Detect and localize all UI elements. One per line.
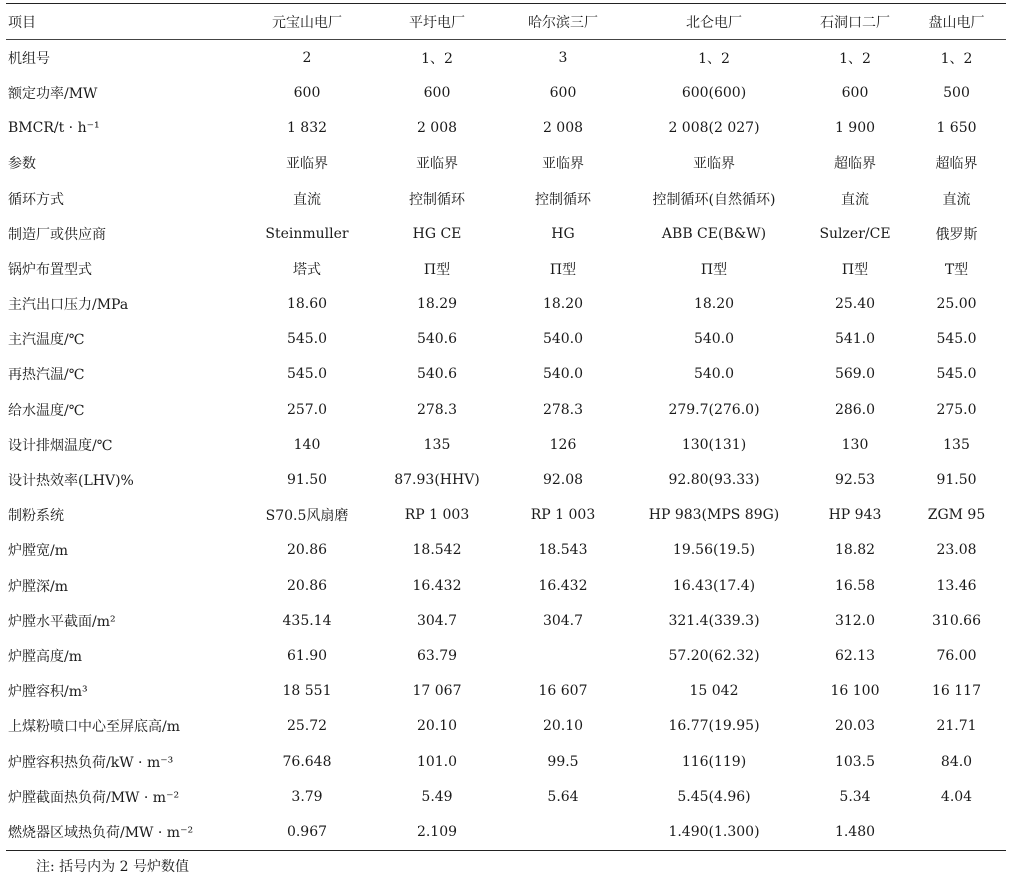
table-cell: 控制循环(自然循环) [652, 191, 776, 208]
table-cell: 91.50 [936, 472, 977, 489]
table-cell: 540.6 [416, 331, 458, 348]
table-cell: 20.10 [416, 718, 458, 735]
table-cell: 1 832 [286, 120, 328, 137]
table-cell: 57.20(62.32) [668, 647, 760, 664]
table-cell: 超临界 [935, 156, 978, 173]
table-cell: 84.0 [940, 753, 973, 770]
table-cell: 101.0 [416, 753, 458, 770]
table-cell: 569.0 [834, 366, 876, 383]
table-cell: 286.0 [834, 401, 876, 418]
table-cell: 20.03 [834, 718, 876, 735]
table-cell: S70.5风扇磨 [265, 508, 349, 525]
table-cell: 直流 [293, 191, 321, 208]
table-cell: 1、2 [803, 40, 907, 76]
table-row [6, 251, 1006, 286]
table-row [6, 216, 1006, 251]
table-cell: 126 [549, 436, 577, 453]
table-cell: Steinmuller [265, 225, 349, 242]
table-cell: 92.08 [542, 472, 584, 489]
table-row [6, 40, 1006, 76]
table-cell: 541.0 [834, 331, 876, 348]
table-row [6, 462, 1006, 497]
table-cell: Π型 [841, 261, 869, 278]
table-cell: 2 008 [542, 120, 584, 137]
table-cell: 92.80(93.33) [668, 472, 760, 489]
header-plant: 北仑电厂 [625, 4, 803, 40]
table-cell: 塔式 [293, 261, 321, 278]
row-label: 主汽出口压力/MPa [8, 297, 129, 314]
table-cell: 17 067 [412, 683, 462, 700]
table-cell: 321.4(339.3) [668, 612, 760, 629]
table-row [6, 568, 1006, 603]
table-cell [907, 814, 1006, 850]
table-cell: 超临界 [834, 156, 876, 173]
table-cell: 16.432 [538, 577, 588, 594]
table-cell: 18.543 [538, 542, 588, 559]
table-cell: 600(600) [681, 84, 747, 101]
row-label: 制粉系统 [8, 508, 64, 525]
header-plant: 平圩电厂 [373, 4, 501, 40]
row-label: 给水温度/℃ [8, 402, 85, 419]
table-cell: 3.79 [291, 788, 323, 805]
table-footnote: 注: 括号内为 2 号炉数值 [36, 859, 189, 875]
table-cell: 直流 [841, 191, 869, 208]
table-cell: 18 551 [282, 683, 332, 700]
table-row [6, 181, 1006, 216]
table-cell: Π型 [549, 261, 577, 278]
row-label: 炉膛截面热负荷/MW · m⁻² [8, 789, 180, 806]
row-label: 设计排烟温度/℃ [8, 437, 113, 454]
table-cell: 278.3 [416, 401, 458, 418]
table-cell: 13.46 [936, 577, 977, 594]
table-cell: 2 008 [416, 120, 458, 137]
table-cell: 直流 [942, 191, 971, 208]
table-cell: 600 [423, 84, 451, 101]
row-label: 炉膛容积热负荷/kW · m⁻³ [8, 754, 174, 771]
table-cell: 18.29 [416, 296, 458, 313]
table-cell: 3 [501, 40, 625, 76]
table-cell: 275.0 [936, 401, 977, 418]
table-cell: ABB CE(B&W) [661, 225, 767, 242]
table-cell: 亚临界 [693, 156, 735, 173]
table-cell [501, 638, 625, 673]
table-row [6, 533, 1006, 568]
table-cell: 540.6 [416, 366, 458, 383]
table-cell: 16.77(19.95) [668, 718, 760, 735]
header-plant: 盘山电厂 [907, 4, 1006, 40]
table-cell: 1.490(1.300) [625, 814, 803, 850]
table-row [6, 392, 1006, 427]
table-row [6, 322, 1006, 357]
table-cell: 540.0 [542, 366, 584, 383]
table-cell: 2 [241, 40, 373, 76]
table-cell: 5.64 [547, 788, 579, 805]
table-cell: 20.86 [286, 542, 328, 559]
table-cell: 控制循环 [409, 191, 465, 208]
table-cell: 540.0 [693, 366, 735, 383]
table-cell: 278.3 [542, 401, 584, 418]
header-plant: 元宝山电厂 [241, 4, 373, 40]
table-cell: Sulzer/CE [819, 225, 891, 242]
table-cell: 91.50 [286, 472, 328, 489]
table-cell: 62.13 [834, 647, 876, 664]
table-cell: 俄罗斯 [935, 226, 978, 243]
table-cell: 103.5 [834, 753, 876, 770]
table-row [6, 427, 1006, 462]
header-plant: 哈尔滨三厂 [501, 4, 625, 40]
table-cell: 1、2 [625, 40, 803, 76]
table-cell: 545.0 [936, 331, 977, 348]
table-cell: 5.45(4.96) [677, 788, 751, 805]
row-label: 额定功率/MW [8, 85, 98, 102]
table-cell: 1 650 [936, 120, 977, 137]
table-cell: 15 042 [689, 683, 739, 700]
table-row [6, 674, 1006, 709]
table-cell: 545.0 [286, 366, 328, 383]
row-label: 炉膛宽/m [8, 543, 68, 560]
table-cell: 99.5 [547, 753, 579, 770]
table-cell: 135 [423, 436, 451, 453]
table-cell: 279.7(276.0) [668, 401, 760, 418]
table-cell: ZGM 95 [927, 507, 986, 524]
table-cell: 23.08 [936, 542, 977, 559]
table-cell: 1 900 [834, 120, 876, 137]
table-cell: 130 [841, 436, 869, 453]
table-cell: Π型 [423, 261, 451, 278]
header-item: 项目 [6, 4, 241, 40]
row-label: BMCR/t · h⁻¹ [8, 120, 100, 137]
table-row [6, 357, 1006, 392]
table-cell: 5.49 [421, 788, 453, 805]
table-cell: 18.542 [412, 542, 462, 559]
table-body [6, 40, 1006, 850]
table-cell: 435.14 [282, 612, 332, 629]
row-label: 炉膛深/m [8, 578, 68, 595]
row-label: 机组号 [6, 40, 241, 76]
table-cell: 21.71 [936, 718, 977, 735]
table-cell: 545.0 [936, 366, 977, 383]
table-row [6, 638, 1006, 673]
table-cell: 600 [841, 84, 869, 101]
table-cell: 亚临界 [286, 156, 328, 173]
boiler-comparison-table [6, 3, 1006, 851]
table-header [6, 4, 1006, 40]
table-cell: T型 [944, 261, 969, 278]
table-cell: 16 607 [538, 683, 588, 700]
table-cell: HG CE [412, 225, 462, 242]
table-cell: 1、2 [907, 40, 1006, 76]
table-cell: 304.7 [416, 612, 458, 629]
table-cell: 16.432 [412, 577, 462, 594]
table-cell: 控制循环 [535, 191, 591, 208]
table-cell: 116(119) [681, 753, 747, 770]
table-cell: 18.82 [834, 542, 876, 559]
table-cell: 257.0 [286, 401, 328, 418]
table-cell: 4.04 [940, 788, 973, 805]
row-label: 上煤粉喷口中心至屏底高/m [8, 719, 180, 736]
table-cell: RP 1 003 [530, 507, 596, 524]
table-cell: 310.66 [932, 612, 981, 629]
table-cell: 304.7 [542, 612, 584, 629]
table-row [6, 287, 1006, 322]
table-cell: 1.480 [803, 814, 907, 850]
row-label: 参数 [8, 156, 36, 173]
table-row [6, 603, 1006, 638]
table-row [6, 75, 1006, 110]
table-cell: 600 [293, 84, 321, 101]
header-plant: 石洞口二厂 [803, 4, 907, 40]
table-cell: 2 008(2 027) [668, 120, 760, 137]
table-row [6, 814, 1006, 850]
table-cell: 18.20 [542, 296, 584, 313]
table-cell: 2.109 [373, 814, 501, 850]
table-cell: 25.40 [834, 296, 876, 313]
table-cell: 20.10 [542, 718, 584, 735]
table-cell: 87.93(HHV) [394, 472, 480, 489]
header-row [6, 4, 1006, 40]
table-cell: 540.0 [693, 331, 735, 348]
table-cell: 18.60 [286, 296, 328, 313]
table-cell: 16 117 [932, 683, 981, 700]
table-row [6, 498, 1006, 533]
row-label: 锅炉布置型式 [8, 261, 92, 278]
table-cell: 亚临界 [542, 156, 584, 173]
table-cell: 18.20 [693, 296, 735, 313]
table-cell: 16.58 [834, 577, 876, 594]
table-cell: 25.00 [936, 296, 977, 313]
table-cell: Π型 [700, 261, 728, 278]
table-cell: 545.0 [286, 331, 328, 348]
table-cell: HP 983(MPS 89G) [648, 507, 780, 524]
row-label: 主汽温度/℃ [8, 332, 85, 349]
table-cell: 600 [549, 84, 577, 101]
table-row [6, 146, 1006, 181]
row-label: 炉膛水平截面/m² [8, 613, 116, 630]
table-cell: 135 [943, 436, 970, 453]
table-cell: 92.53 [834, 472, 876, 489]
table-cell: 61.90 [286, 647, 328, 664]
table-cell: 亚临界 [416, 156, 458, 173]
row-label: 燃烧器区域热负荷/MW · m⁻² [6, 814, 241, 850]
table-cell: 76.648 [282, 753, 332, 770]
row-label: 制造厂或供应商 [8, 226, 106, 243]
table-cell: 16 100 [830, 683, 880, 700]
table-cell [501, 814, 625, 850]
row-label: 再热汽温/℃ [8, 367, 85, 384]
row-label: 循环方式 [8, 191, 64, 208]
table-cell: 20.86 [286, 577, 328, 594]
table-cell: 130(131) [681, 436, 747, 453]
table-cell: 16.43(17.4) [672, 577, 756, 594]
table-cell: 312.0 [834, 612, 876, 629]
table-row [6, 779, 1006, 814]
table-cell: HP 943 [828, 507, 882, 524]
table-row [6, 744, 1006, 779]
table-cell: 540.0 [542, 331, 584, 348]
table-cell: HG [551, 225, 575, 242]
table-cell: 63.79 [416, 647, 458, 664]
table-cell: 1、2 [373, 40, 501, 76]
table-cell: 0.967 [241, 814, 373, 850]
row-label: 设计热效率(LHV)% [8, 473, 134, 490]
table-cell: 76.00 [936, 647, 977, 664]
table-cell: 140 [293, 436, 321, 453]
table-row [6, 111, 1006, 146]
row-label: 炉膛容积/m³ [8, 684, 88, 701]
table-cell: 25.72 [286, 718, 328, 735]
table-cell: 500 [943, 84, 970, 101]
table-row [6, 709, 1006, 744]
table-cell: 19.56(19.5) [672, 542, 756, 559]
table-cell: RP 1 003 [404, 507, 470, 524]
row-label: 炉膛高度/m [8, 648, 82, 665]
table-cell: 5.34 [839, 788, 871, 805]
